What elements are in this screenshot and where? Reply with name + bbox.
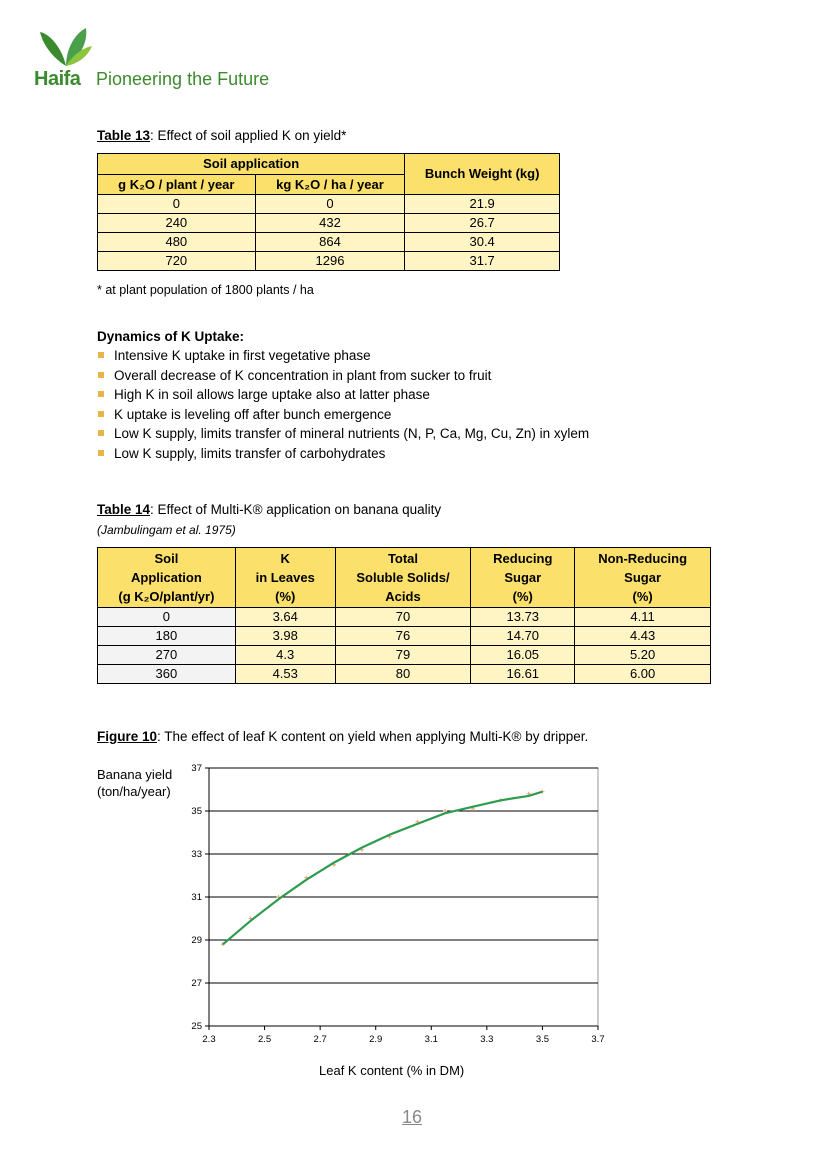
table13-caption-text: : Effect of soil applied K on yield* <box>150 128 347 143</box>
table13-caption <box>97 128 346 143</box>
table-cell: 13.73 <box>471 608 575 627</box>
x-tick-label: 3.7 <box>591 1034 605 1045</box>
table-cell: 5.20 <box>575 646 711 665</box>
table-cell: 14.70 <box>471 627 575 646</box>
table-cell: 16.61 <box>471 665 575 684</box>
x-tick-label: 2.9 <box>369 1034 383 1045</box>
table14-header-nonreducing: Non-Reducing Sugar (%) <box>575 548 711 608</box>
y-tick-label: 33 <box>191 849 202 860</box>
table-cell: 3.98 <box>235 627 335 646</box>
table13-group-header: Soil application <box>98 154 405 175</box>
table-row <box>98 665 711 684</box>
y-tick-label: 37 <box>191 763 202 774</box>
table14-header-soil: Soil Application (g K₂O/plant/yr) <box>98 548 236 608</box>
table-cell: 76 <box>335 627 471 646</box>
y-tick-label: 31 <box>191 892 202 903</box>
table-cell: 0 <box>98 608 236 627</box>
list-item: High K in soil allows large uptake also at latter phase <box>97 385 589 405</box>
table13-col2-header: kg K₂O / ha / year <box>255 175 405 195</box>
table-cell: 270 <box>98 646 236 665</box>
leaf-logo-icon <box>36 24 94 68</box>
figure10-caption-text: : The effect of leaf K content on yield when applying Multi-K® by dripper. <box>157 729 589 744</box>
table-cell: 180 <box>98 627 236 646</box>
x-tick-label: 3.1 <box>424 1034 438 1045</box>
table-cell: 4.43 <box>575 627 711 646</box>
table-cell: 432 <box>255 214 405 233</box>
table-cell: 360 <box>98 665 236 684</box>
table14-header-tss: Total Soluble Solids/ Acids <box>335 548 471 608</box>
y-tick-label: 35 <box>191 806 202 817</box>
x-tick-label: 2.7 <box>313 1034 327 1045</box>
x-tick-label: 2.3 <box>202 1034 216 1045</box>
table14-caption <box>97 502 441 517</box>
x-tick-label: 2.5 <box>257 1034 272 1045</box>
table14-header-reducing: Reducing Sugar (%) <box>471 548 575 608</box>
table-cell: 79 <box>335 646 471 665</box>
table-cell: 1296 <box>255 252 405 271</box>
table-cell: 4.53 <box>235 665 335 684</box>
dynamics-list <box>97 346 589 463</box>
y-tick-label: 25 <box>191 1021 202 1032</box>
table-cell: 4.11 <box>575 608 711 627</box>
table-cell: 0 <box>255 195 405 214</box>
table-cell: 21.9 <box>405 195 560 214</box>
table13-caption-label: Table 13 <box>97 128 151 143</box>
table-cell: 480 <box>98 233 256 252</box>
table14-header-k-leaves: K in Leaves (%) <box>235 548 335 608</box>
table14-caption-text: : Effect of Multi-K® application on banana quality <box>150 502 442 517</box>
table-cell: 240 <box>98 214 256 233</box>
table-row <box>98 214 560 233</box>
chart-y-axis-label: Banana yield (ton/ha/year) <box>97 767 173 799</box>
table14-source: (Jambulingam et al. 1975) <box>97 523 236 537</box>
list-item: Intensive K uptake in first vegetative phase <box>97 346 589 366</box>
table-cell: 3.64 <box>235 608 335 627</box>
page-number: 16 <box>402 1107 423 1127</box>
table-cell: 864 <box>255 233 405 252</box>
header-logo <box>34 24 284 94</box>
list-item: Overall decrease of K concentration in plant from sucker to fruit <box>97 366 589 386</box>
table-cell: 31.7 <box>405 252 560 271</box>
table14-caption-label: Table 14 <box>97 502 151 517</box>
x-tick-label: 3.3 <box>480 1034 494 1045</box>
table-row <box>98 195 560 214</box>
table-cell: 4.3 <box>235 646 335 665</box>
table-row <box>98 627 711 646</box>
table-cell: 70 <box>335 608 471 627</box>
figure10-caption <box>97 729 588 744</box>
chart-x-axis-label: Leaf K content (% in DM) <box>319 1063 465 1078</box>
table-cell: 720 <box>98 252 256 271</box>
table-cell: 30.4 <box>405 233 560 252</box>
table13-col1-header: g K₂O / plant / year <box>98 175 256 195</box>
table13-col3-header: Bunch Weight (kg) <box>405 154 560 195</box>
table-cell: 26.7 <box>405 214 560 233</box>
table14 <box>97 547 711 684</box>
tagline: Pioneering the Future <box>96 69 270 89</box>
table-row <box>98 646 711 665</box>
table-cell: 16.05 <box>471 646 575 665</box>
brand-name: Haifa <box>34 68 81 90</box>
x-tick-label: 3.5 <box>535 1034 550 1045</box>
table-cell: 0 <box>98 195 256 214</box>
table-row <box>98 608 711 627</box>
list-item: K uptake is leveling off after bunch emergence <box>97 405 589 425</box>
table13-footnote: * at plant population of 1800 plants / ha <box>97 283 314 297</box>
y-tick-label: 29 <box>191 935 202 946</box>
dynamics-heading: Dynamics of K Uptake: <box>97 329 245 344</box>
list-item: Low K supply, limits transfer of carbohydrates <box>97 444 589 464</box>
figure10-caption-label: Figure 10 <box>97 729 158 744</box>
list-item: Low K supply, limits transfer of mineral nutrients (N, P, Ca, Mg, Cu, Zn) in xylem <box>97 424 589 444</box>
table-cell: 6.00 <box>575 665 711 684</box>
yield-chart <box>180 756 610 1046</box>
table-row <box>98 252 560 271</box>
y-tick-label: 27 <box>191 978 202 989</box>
table13 <box>97 153 560 271</box>
table-cell: 80 <box>335 665 471 684</box>
table-row <box>98 233 560 252</box>
